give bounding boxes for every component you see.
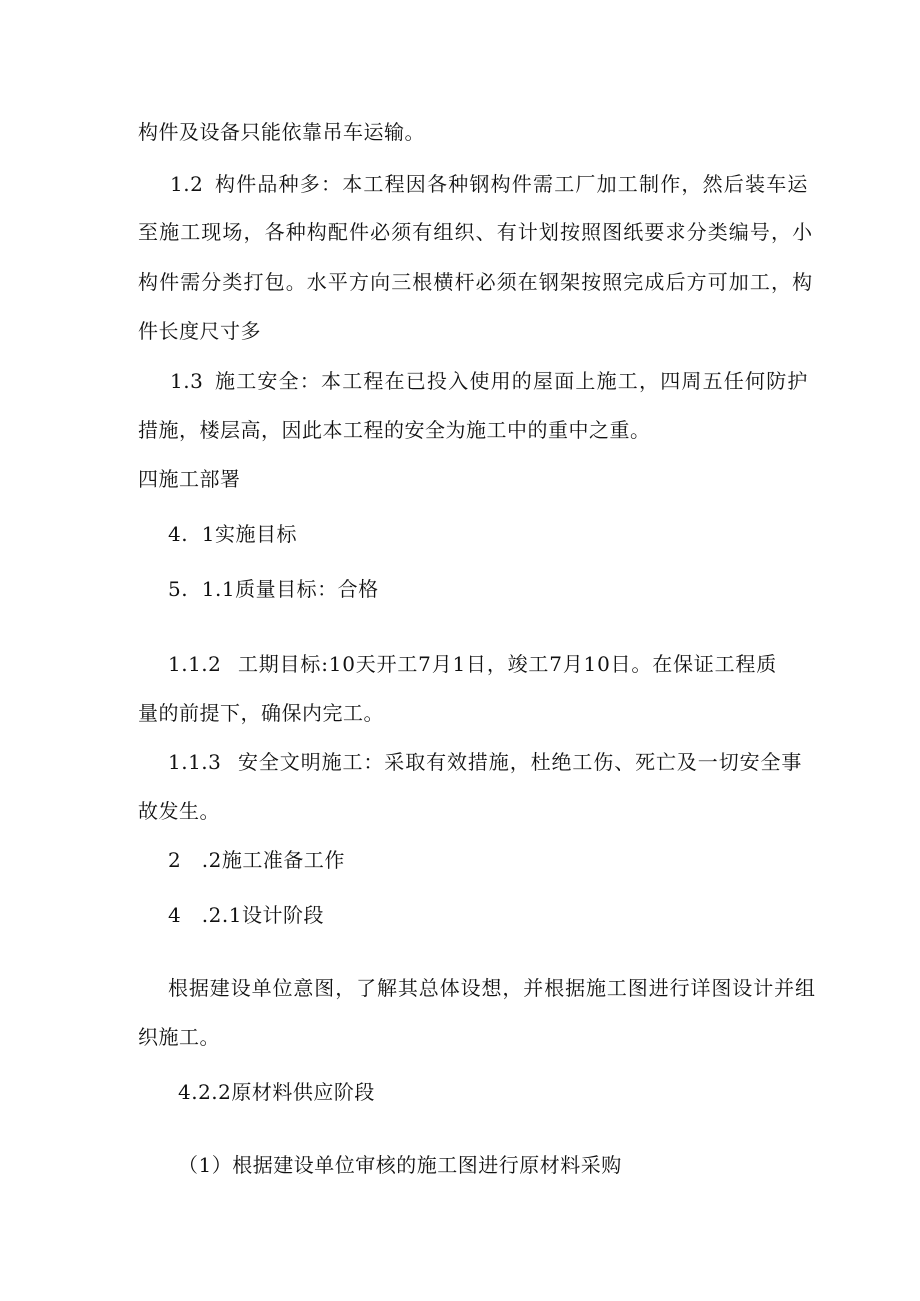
section-heading: 四施工部署 — [138, 467, 241, 491]
paragraph-line: 施工安全：本工程在已投入使用的屋面上施工，四周五任何防护 — [215, 369, 809, 393]
paragraph-line: 故发生。 — [138, 799, 220, 823]
paragraph-line: 工期目标:10天开工7月1日，竣工7月10日。在保证工程质 — [238, 652, 778, 676]
paragraph-line: 件长度尺寸多 — [138, 319, 261, 343]
paragraph-line: 织施工。 — [138, 1025, 220, 1049]
subsection-heading: 5. 1.1质量目标：合格 — [168, 577, 379, 601]
paragraph-line: 根据建设单位意图，了解其总体设想，并根据施工图进行详图设计并组 — [168, 976, 816, 1000]
paragraph-line: 至施工现场，各种构配件必须有组织、有计划按照图纸要求分类编号，小 — [138, 220, 814, 244]
section-number: 1.1.2 — [168, 652, 222, 676]
paragraph-line: 构件品种多：本工程因各种钢构件需工厂加工制作，然后装车运 — [215, 172, 809, 196]
paragraph-line: 安全文明施工：采取有效措施，杜绝工伤、死亡及一切安全事 — [238, 750, 803, 774]
section-number: 1.3 — [170, 369, 204, 393]
section-number: 1.1.3 — [168, 750, 222, 774]
paragraph-line: 构件及设备只能依靠吊车运输。 — [138, 120, 425, 144]
subsection-heading: 2 .2施工准备工作 — [168, 848, 345, 872]
subsection-heading: 4 .2.1设计阶段 — [168, 903, 324, 927]
paragraph-line: 量的前提下，确保内完工。 — [138, 701, 384, 725]
section-number: 1.2 — [170, 172, 204, 196]
subsection-heading: 4. 1实施目标 — [168, 522, 298, 546]
subsection-heading: 4.2.2原材料供应阶段 — [178, 1080, 375, 1104]
paragraph-line: 措施，楼层高，因此本工程的安全为施工中的重中之重。 — [138, 418, 651, 442]
paragraph-line: 构件需分类打包。水平方向三根横杆必须在钢架按照完成后方可加工，构 — [138, 270, 814, 294]
list-item: （1）根据建设单位审核的施工图进行原材料采购 — [178, 1153, 622, 1177]
